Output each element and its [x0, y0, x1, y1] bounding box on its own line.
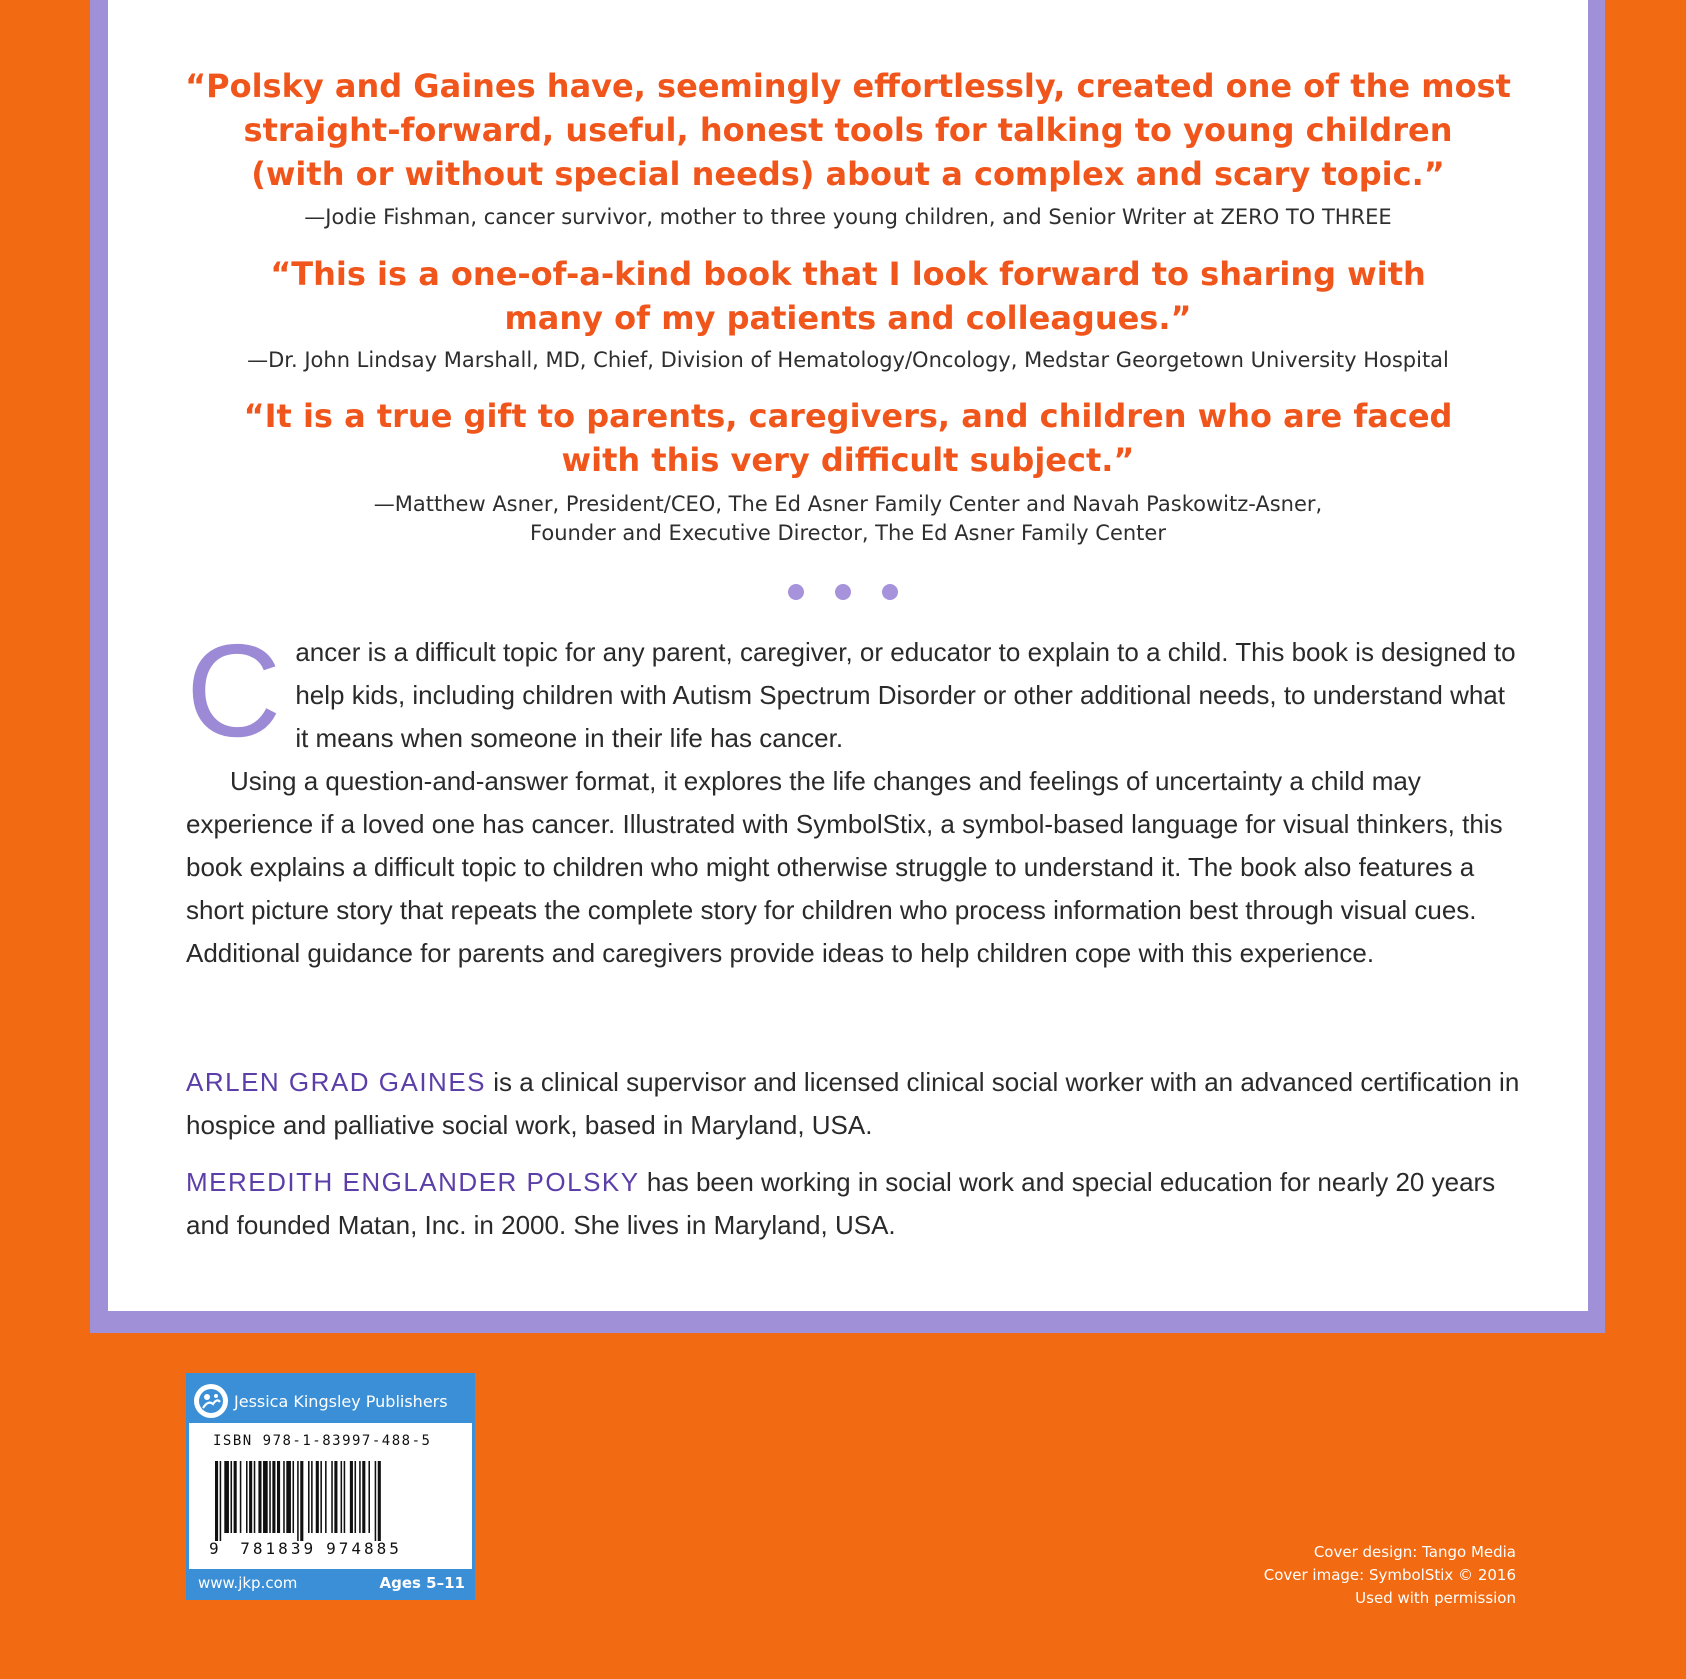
publisher-logo [194, 1381, 448, 1421]
author-bio-1 [186, 1061, 1521, 1147]
quote-2-line-2: many of my patients and colleagues.” [504, 299, 1192, 337]
barcode-bar [375, 1461, 377, 1541]
quote-2-attribution [108, 346, 1588, 375]
quote-3-attribution-line-2: Founder and Executive Director, The Ed Asner Family Center [530, 521, 1166, 545]
barcode-bar [286, 1461, 291, 1533]
barcode-bar [277, 1461, 280, 1533]
description-paragraph-2: Using a question-and-answer format, it explores the life changes and feelings of uncertainty a child may experience if a loved one has cancer. Illustrated with SymbolStix, a symbol-based language for visual thinkers, this book explains a difficult topic to children who might otherwise struggle to understand it. The book also features a short picture story that repeats the complete story for children who process information best through visual cues. Additional guidance for parents and caregivers provide ideas to help children cope with this experience. [186, 766, 1503, 968]
quote-2-attribution-line-1: —Dr. John Lindsay Marshall, MD, Chief, Division of Hematology/Oncology, Medstar Georgetown University Hospital [247, 348, 1449, 372]
separator-dot [835, 584, 851, 600]
separator-dot [788, 584, 804, 600]
isbn-digits-group-2: 974885 [326, 1539, 402, 1558]
barcode-bar [300, 1461, 303, 1541]
barcode-bar [249, 1461, 252, 1533]
drop-cap: C [186, 617, 282, 764]
cover-credits [1264, 1541, 1516, 1610]
barcode-bar [231, 1461, 233, 1533]
publisher-logo-icon [194, 1384, 228, 1418]
quote-3-line-1: “It is a true gift to parents, caregivers, and children who are faced [243, 397, 1453, 435]
isbn-label: ISBN 978-1-83997-488-5 [213, 1433, 432, 1449]
isbn-digits-group-1: 781839 [240, 1539, 317, 1558]
quote-3 [108, 394, 1588, 482]
barcode-bar [320, 1461, 322, 1533]
barcode-bar [368, 1461, 370, 1533]
quote-3-attribution [108, 490, 1588, 548]
quote-1-line-1: “Polsky and Gaines have, seemingly effortlessly, created one of the most [185, 67, 1511, 105]
barcode-bar [234, 1461, 237, 1533]
isbn-first-digit: 9 [209, 1539, 222, 1558]
quote-1 [108, 64, 1588, 196]
credit-line-2: Cover image: SymbolStix © 2016 [1263, 1566, 1516, 1584]
barcode-bar [311, 1461, 313, 1533]
barcode-bar [334, 1461, 337, 1533]
barcode-bar [308, 1461, 310, 1533]
barcode-bar [359, 1461, 361, 1533]
barcode-bar [293, 1461, 295, 1533]
quote-1-line-2: straight-forward, useful, honest tools for talking to young children [243, 111, 1453, 149]
book-description [186, 617, 1521, 975]
quote-3-line-2: with this very difficult subject.” [561, 441, 1135, 479]
isbn-footer [198, 1574, 465, 1592]
barcode-bar [341, 1461, 343, 1533]
quote-1-attribution-line-1: —Jodie Fishman, cancer survivor, mother to three young children, and Senior Writer at ZERO TO THREE [304, 205, 1392, 229]
barcode-bar [269, 1461, 271, 1533]
description-paragraph-1 [186, 617, 1521, 764]
barcode-bar [316, 1461, 319, 1533]
quote-3-attribution-line-1: —Matthew Asner, President/CEO, The Ed Asner Family Center and Navah Paskowitz-Asner, [373, 492, 1323, 516]
age-range: Ages 5–11 [379, 1574, 465, 1592]
barcode-bar [224, 1461, 229, 1533]
author-bio-2 [186, 1161, 1521, 1247]
credit-line-1: Cover design: Tango Media [1313, 1543, 1516, 1561]
author-name-2: MEREDITH ENGLANDER POLSKY [186, 1167, 640, 1197]
barcode-bar [331, 1461, 333, 1533]
quote-2-line-1: “This is a one-of-a-kind book that I look forward to sharing with [270, 255, 1426, 293]
barcode-bar [220, 1461, 222, 1541]
isbn-barcode-box [186, 1373, 475, 1600]
barcode [215, 1461, 445, 1541]
quote-2 [108, 252, 1588, 340]
barcode-bar [283, 1461, 285, 1533]
separator-dot [882, 584, 898, 600]
barcode-bar [246, 1461, 248, 1533]
barcode-bar [263, 1461, 268, 1533]
barcode-bar [254, 1461, 256, 1533]
publisher-website: www.jkp.com [198, 1574, 298, 1592]
barcode-bar [350, 1461, 353, 1533]
author-bio-2-text: has been working in social work and special education for nearly 20 years and founded Matan, Inc. in 2000. She lives in Maryland, USA. [186, 1167, 1496, 1240]
description-paragraph-1-text: ancer is a difficult topic for any parent, caregiver, or educator to explain to a child. This book is designed to help kids, including children with Autism Spectrum Disorder or other additional needs, to understand what it means when someone in their life has cancer. [295, 637, 1516, 753]
barcode-bar [258, 1461, 261, 1533]
barcode-bar [297, 1461, 299, 1541]
quote-1-line-3: (with or without special needs) about a complex and scary topic.” [251, 155, 1445, 193]
barcode-bar [344, 1461, 346, 1533]
barcode-bar [240, 1461, 242, 1533]
barcode-bar [355, 1461, 357, 1533]
credit-line-3: Used with permission [1355, 1589, 1516, 1607]
separator-dots [0, 584, 1686, 604]
isbn-digits [209, 1539, 402, 1558]
author-name-1: ARLEN GRAD GAINES [186, 1067, 487, 1097]
barcode-bar [272, 1461, 275, 1533]
barcode-bar [215, 1461, 218, 1541]
barcode-bar [378, 1461, 381, 1541]
barcode-area [189, 1423, 472, 1569]
publisher-name: Jessica Kingsley Publishers [234, 1391, 448, 1411]
author-bio-1-text: is a clinical supervisor and licensed clinical social worker with an advanced certification in hospice and palliative social work, based in Maryland, USA. [186, 1067, 1520, 1140]
barcode-bar [362, 1461, 365, 1533]
quote-1-attribution [108, 203, 1588, 232]
barcode-bar [325, 1461, 327, 1533]
